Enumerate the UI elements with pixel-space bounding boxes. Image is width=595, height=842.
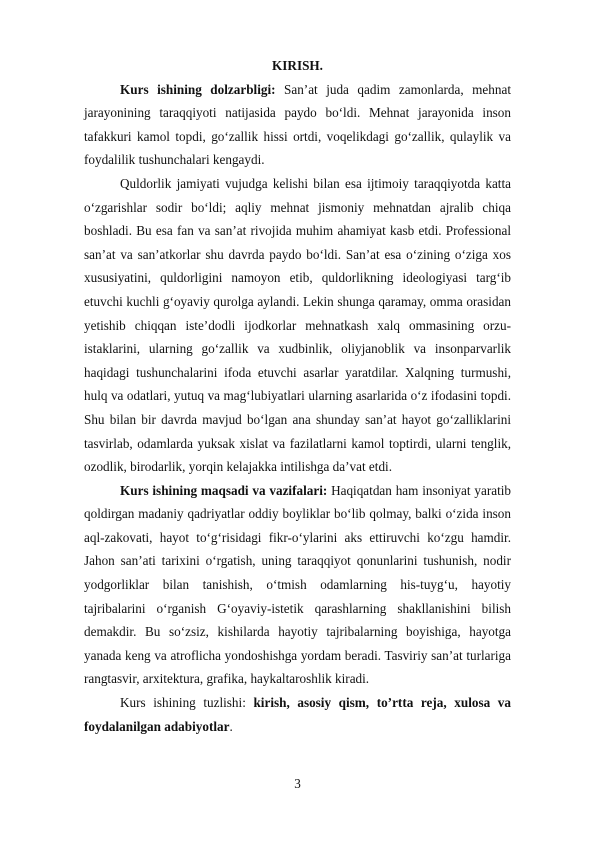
page-title: KIRISH. (272, 58, 323, 73)
goals-heading: Kurs ishining maqsadi va vazifalari: (120, 482, 328, 498)
structure-paragraph (84, 691, 511, 738)
relevance-text: San’at juda qadim zamonlarda, mehnat jarayonining taraqqiyoti natijasida paydo bo‘ldi. Mehnat jarayonida inson tafakkuri kamol topdi, go‘zallik hissi ortdi, voqelikdagi go‘zallik, qulaylik va foydalilik tushunchalari kengaydi. (84, 81, 511, 168)
goals-paragraph (84, 479, 511, 691)
page-number: 3 (294, 776, 301, 791)
structure-end: . (229, 718, 233, 734)
relevance-paragraph (84, 78, 511, 172)
relevance-heading: Kurs ishining dolzarbligi: (120, 81, 276, 97)
structure-items: kirish, asosiy qism, to’rtta reja, xulosa va foydalanilgan adabiyotlar (84, 695, 511, 734)
document-body (84, 54, 511, 738)
goals-text: Haqiqatdan ham insoniyat yaratib qoldirgan madaniy qadriyatlar oddiy boyliklar bo‘lib qolmay, balki o‘zida inson aql-zakovati, hayot to‘g‘risidagi fikr-o‘ylarini aks ettiruvchi ko‘zgu hamdir. Jahon san’ati tarixini o‘rgatish, uning taraqqiyot qonunlarini tushunish, nodir yodgorliklar bilan tanishish, o‘tmish odamlarning his-tuyg‘u, hayotiy tajribalarini o‘rganish G‘oyaviy-istetik qarashlarning shakllanishini bilish demakdir. Bu so‘zsiz, kishilarda hayotiy tajribalarning boyishiga, hayotga yanada keng va atroflicha yondoshishga yordam beradi. Tasviriy san’at turlariga rangtasvir, arxitektura, grafika, haykaltaroshlik kiradi. (84, 482, 511, 687)
structure-label: Kurs ishining tuzlishi: (120, 695, 254, 711)
slavery-era-paragraph: Quldorlik jamiyati vujudga kelishi bilan esa ijtimoiy taraqqiyotda katta o‘zgarishlar sodir bo‘ldi; aqliy mehnat jismoniy mehnatdan ajralib chiqa boshladi. Bu esa fan va san’at rivojida muhim ahamiyat kasb etdi. Professional san’at va san’atkorlar shu davrda paydo bo‘ldi. San’at esa o‘zining o‘ziga xos xususiyatini, quldorligini namoyon etib, quldorlikning ideologiyasi targ‘ib etuvchi kuchli g‘oyaviy qurolga aylandi. Lekin shunga qaramay, omma orasidan yetishib chiqqan iste’dodli ijodkorlar mehnatkash xalq ommasining orzu-istaklarini, ularning go‘zallik va xudbinlik, oliyjanoblik va insonparvarlik haqidagi tushunchalarini ifoda etuvchi asarlar yaratdilar. Xalqning turmushi, hulq va odatlari, yutuq va mag‘lubiyatlari ularning asarlarida o‘z ifodasini topdi. Shu bilan bir davrda mavjud bo‘lgan ana shunday san’at hayot go‘zalliklarini tasvirlab, odamlarda yuksak xislat va fazilatlarni kamol toptirdi, ularni tenglik, ozodlik, birodarlik, yorqin kelajakka intilishga da’vat etdi. (84, 175, 511, 475)
